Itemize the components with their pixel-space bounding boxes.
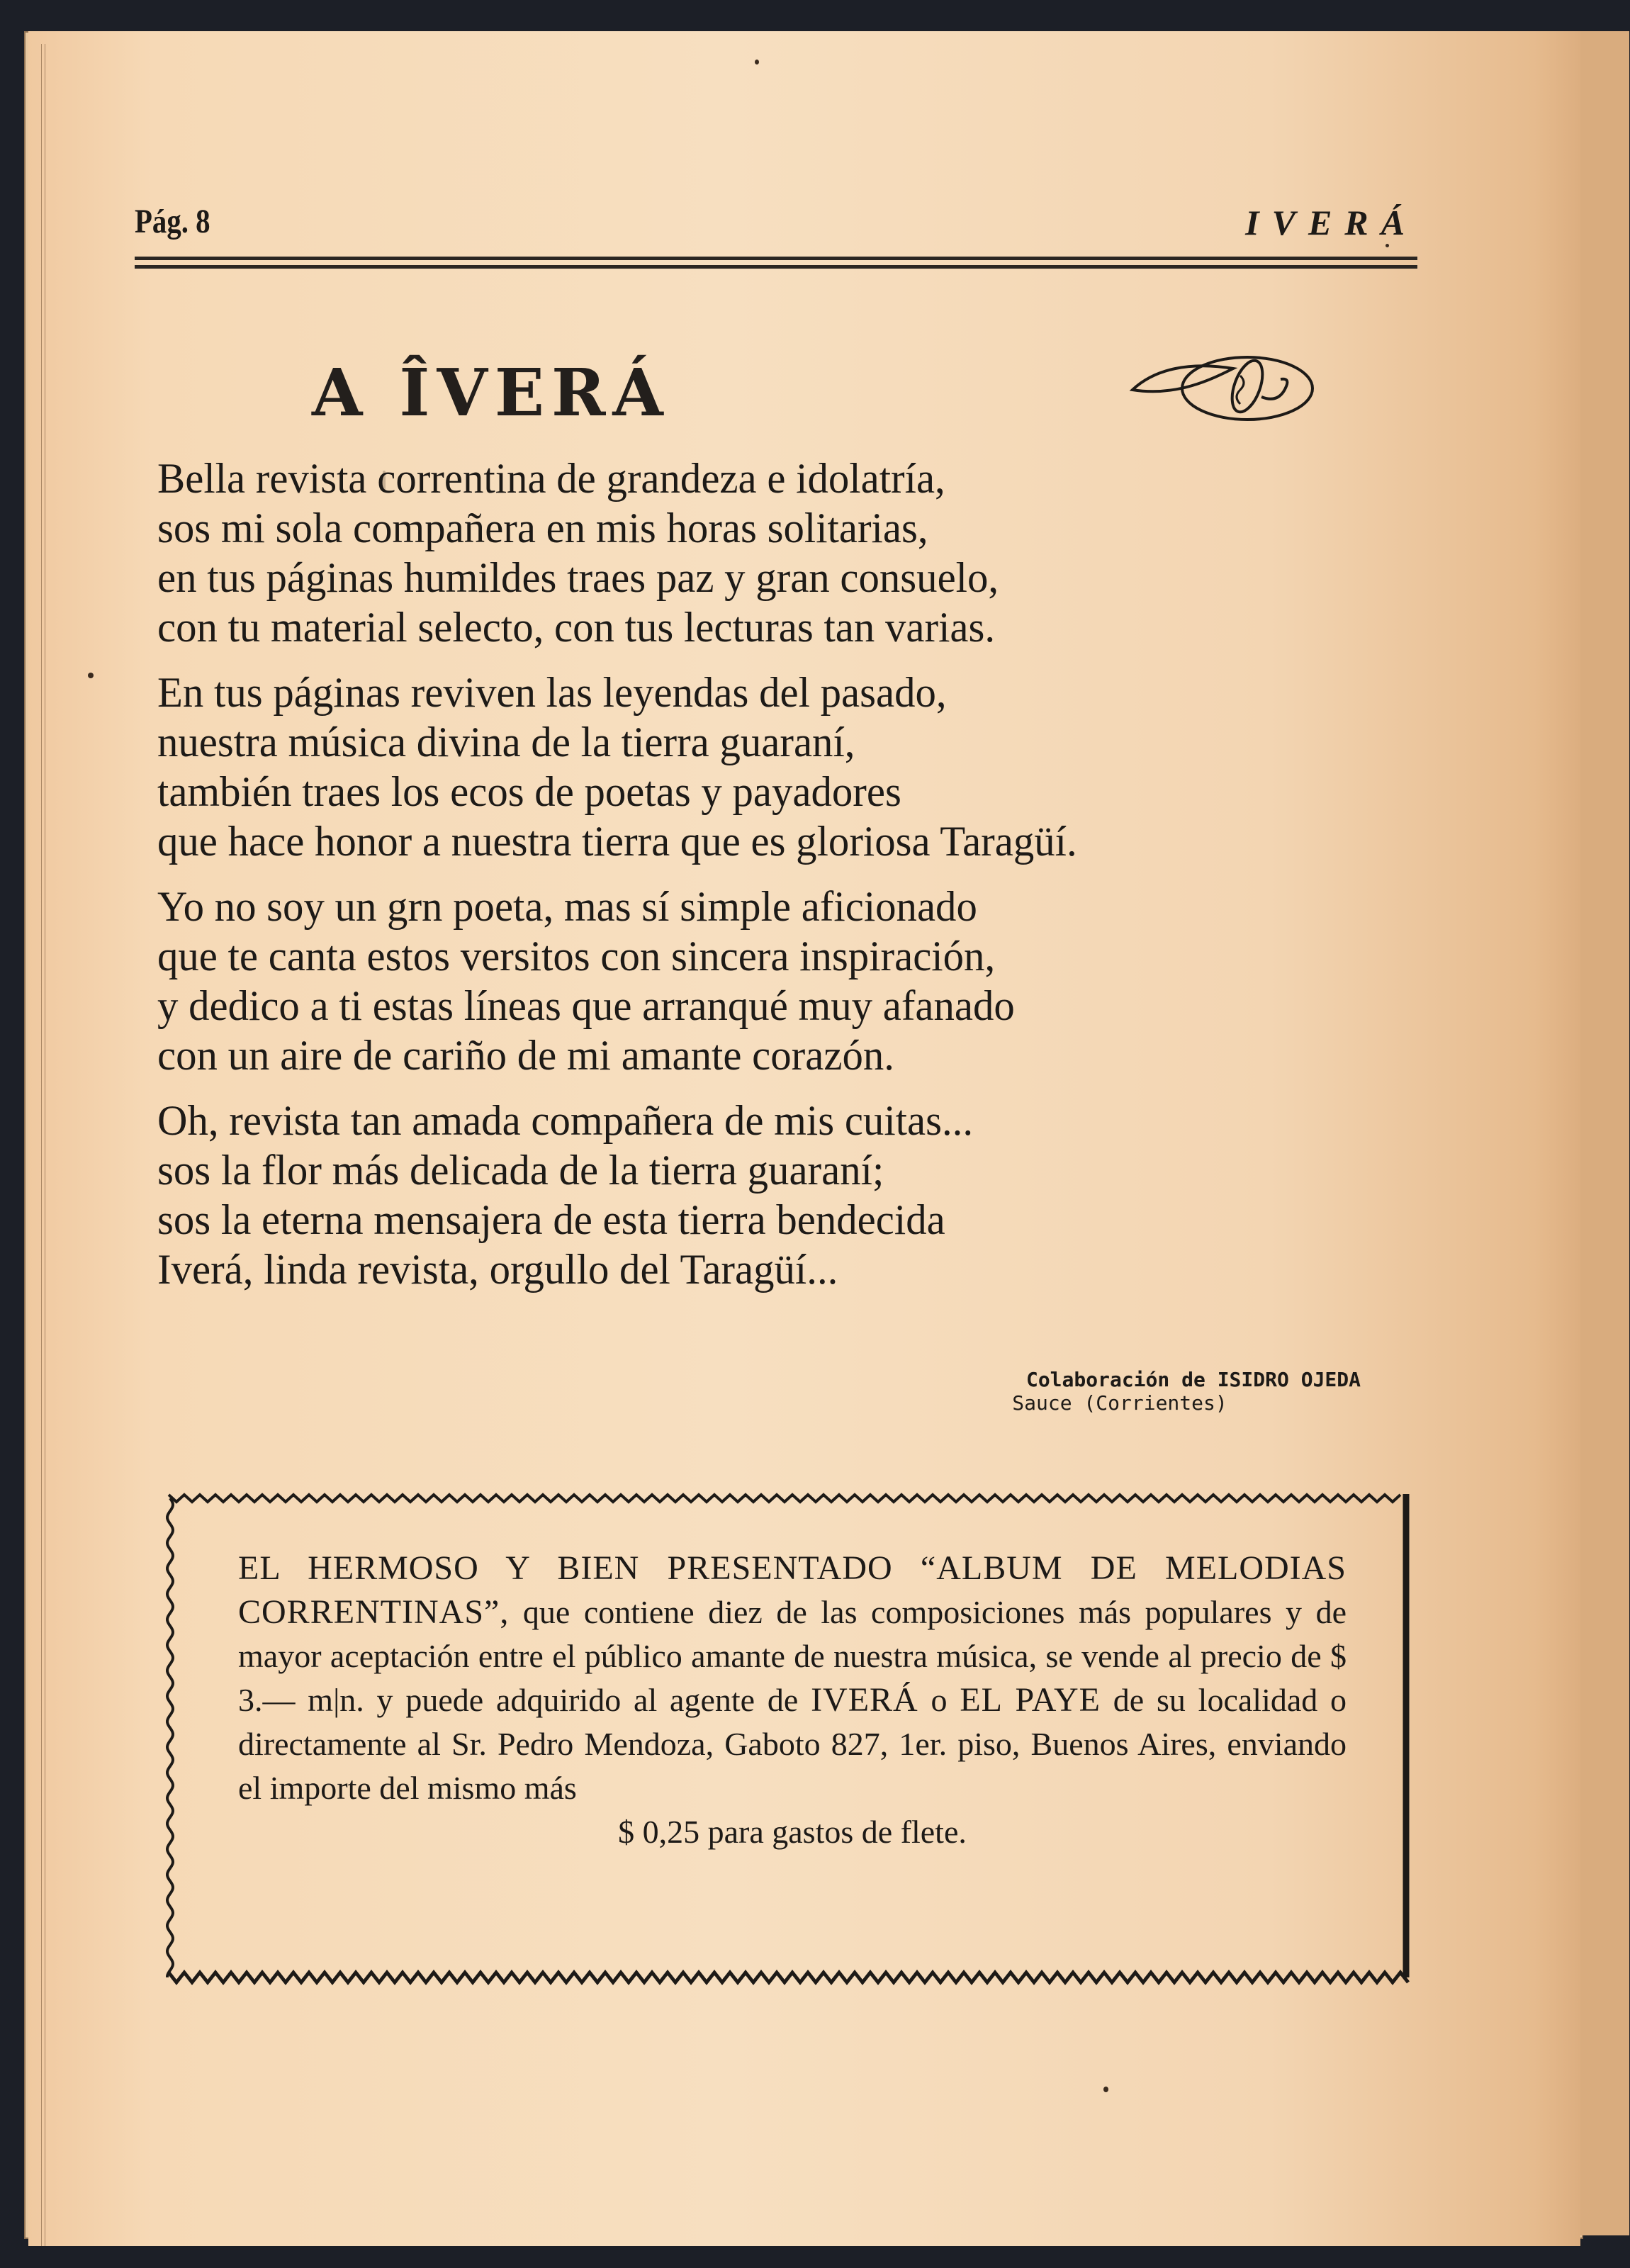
ad-body: que contiene diez de las composiciones más populares y de mayor aceptación entre el público amante de nuestra música, se vende al precio de $ 3.— m|n. y puede adquirido al agente de xyxy=(238,1594,1347,1718)
verse-line: con un aire de cariño de mi amante corazón. xyxy=(157,1032,894,1079)
verse-line: En tus páginas reviven las leyendas del pasado, xyxy=(157,669,947,716)
credit-byline xyxy=(879,1368,1361,1391)
verse-line: en tus páginas humildes traes paz y gran consuelo, xyxy=(157,554,999,601)
verse-line: sos la flor más delicada de la tierra guaraní; xyxy=(157,1147,884,1194)
verse-line: también traes los ecos de poetas y payadores xyxy=(157,768,901,815)
verse-line: Yo no soy un grn poeta, mas sí simple aficionado xyxy=(157,883,977,930)
verse-line: Bella revista correntina de grandeza e idolatría, xyxy=(157,455,945,502)
ad-brand-el-paye: EL PAYE xyxy=(960,1681,1101,1719)
ad-headline: EL HERMOSO Y BIEN PRESENTADO “ALBUM DE MELODIAS CORRENTINAS”, xyxy=(238,1549,1347,1631)
advertisement-text xyxy=(238,1546,1347,1854)
verse-line: Iverá, linda revista, orgullo del Taragüí... xyxy=(157,1246,838,1293)
advertisement-box xyxy=(164,1481,1419,1992)
stanza xyxy=(157,1096,1447,1294)
verse-line: y dedico a ti estas líneas que arranqué muy afanado xyxy=(157,982,1015,1029)
poem-title: A ÎVERÁ xyxy=(312,354,670,431)
ad-connector: o xyxy=(931,1682,948,1718)
verse-line: con tu material selecto, con tus lecturas tan varias. xyxy=(157,604,996,651)
ad-brand-ivera: IVERÁ xyxy=(811,1681,918,1719)
stanza xyxy=(157,668,1447,866)
credit-location: Sauce (Corrientes) xyxy=(1012,1391,1227,1415)
verse-line: que hace honor a nuestra tierra que es gloriosa Taragüí. xyxy=(157,818,1077,865)
page-number: Pág. 8 xyxy=(135,203,210,240)
header-rule-bottom xyxy=(135,265,1417,269)
ad-shipping-cost: $ 0,25 para gastos de flete. xyxy=(618,1814,967,1850)
ad-body-continued: de su localidad o directamente al Sr. Pedro Mendoza, Gaboto 827, 1er. piso, Buenos Aires, enviando el importe del mismo más xyxy=(238,1682,1347,1806)
header-rule-top xyxy=(135,257,1417,260)
next-page-edge xyxy=(1577,31,1629,2235)
credit-author: ISIDRO OJEDA xyxy=(1217,1368,1361,1391)
stanza xyxy=(157,882,1447,1080)
running-head xyxy=(135,202,1417,252)
verse-line: nuestra música divina de la tierra guaraní, xyxy=(157,719,855,765)
verse-line: que te canta estos versitos con sincera inspiración, xyxy=(157,933,996,979)
credit-prefix: Colaboración de xyxy=(1025,1368,1205,1391)
verse-line: Oh, revista tan amada compañera de mis cuitas... xyxy=(157,1097,974,1144)
poem-body xyxy=(157,454,1447,1310)
poem-credit xyxy=(879,1368,1361,1415)
flourish-ornament-icon xyxy=(1127,347,1318,425)
verse-line: sos mi sola compañera en mis horas solitarias, xyxy=(157,505,928,551)
journal-name: IVERÁ xyxy=(1245,203,1417,242)
stanza xyxy=(157,454,1447,652)
verse-line: sos la eterna mensajera de esta tierra bendecida xyxy=(157,1196,945,1243)
